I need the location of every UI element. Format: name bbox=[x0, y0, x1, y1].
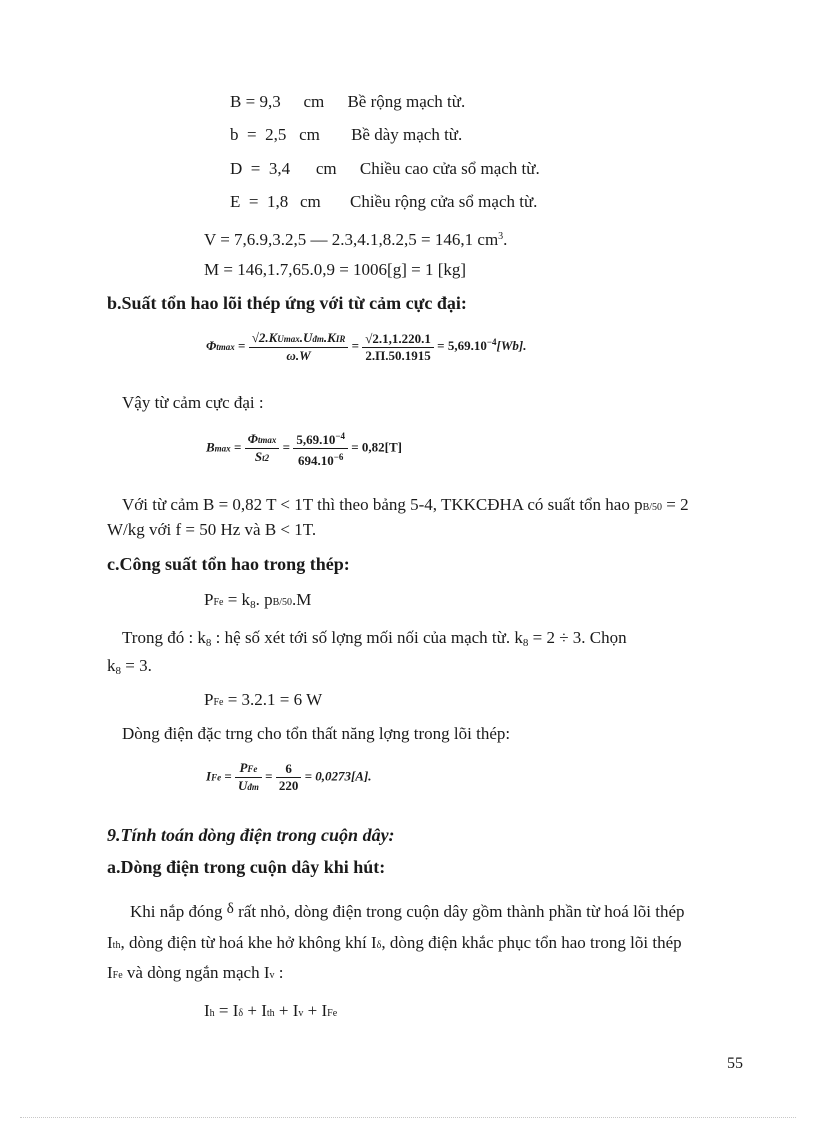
power-loss-result: PFe = 3.2.1 = 6 W bbox=[204, 690, 323, 709]
dim-line-D: D = 3,4 cm Chiều cao cửa sổ mạch từ. bbox=[230, 159, 540, 178]
section-9-heading: 9.Tính toán dòng điện trong cuộn dây: bbox=[107, 825, 395, 845]
loss-paragraph-2: W/kg với f = 50 Hz và B < 1T. bbox=[107, 520, 317, 539]
loss-paragraph-1: Với từ cảm B = 0,82 T < 1T thì theo bảng 5-4, TKKCĐHA có suất tổn hao pB/50 = 2 bbox=[122, 495, 689, 514]
power-loss-formula: PFe = $k_8$. pB/50.M bbox=[204, 590, 312, 611]
volume-formula: V = 7,6.9,3.2,5 — 2.3,4.1,8.2,5 = 146,1 $cm^3$. bbox=[204, 230, 508, 249]
flux-equation: Φtmax = $\frac{\text{√2.KUmax.Uđm.KIR}}{\omega.W}$ = $\frac{√2.1,1.220.1}{2.П.50.1915}$ = $5,69.10^{-4}[Wb]$. bbox=[206, 330, 527, 363]
dim-line-b: b = 2,5 cm Bề dày mạch từ. bbox=[230, 125, 463, 144]
iron-current-equation: IFe = $\frac{\text{PFe}}{\text{Uđm}}$ = $\frac{6}{220}$ = 0,0273[A]. bbox=[206, 760, 372, 793]
section-c-heading: c.Công suất tổn hao trong thép: bbox=[107, 554, 350, 574]
page-number: 55 bbox=[727, 1055, 743, 1072]
dim-line-B: B = 9,3 cm Bề rộng mạch từ. bbox=[230, 92, 466, 111]
section-b-heading: b.Suất tổn hao lõi thép ứng với từ cảm cực đại: bbox=[107, 293, 467, 313]
induction-equation: Bmax = $\frac{\Phi tmax}{St2}$ = $\frac{5,69.10^{-4}}{694.10^{-6}}$ = 0,82[T] bbox=[206, 428, 402, 469]
current-loss-paragraph: Dòng điện đặc trng cho tổn thất năng lợng trong lõi thép: bbox=[122, 724, 511, 743]
total-current-formula: Ih = Iδ + Ith + Iv + IFe bbox=[204, 1001, 338, 1020]
coil-current-paragraph-2: Ith, dòng điện từ hoá khe hở không khí Iδ, dòng điện khắc phục tổn hao trong lõi thép bbox=[107, 933, 682, 952]
section-9a-heading: a.Dòng điện trong cuộn dây khi hút: bbox=[107, 857, 386, 877]
coefficient-paragraph-2: $k_8 = 3$. bbox=[107, 656, 152, 677]
coil-current-paragraph-1: Khi nắp đóng δ rất nhỏ, dòng điện trong cuộn dây gồm thành phần từ hoá lõi thép bbox=[130, 901, 685, 921]
footer-divider bbox=[20, 1117, 796, 1118]
mass-formula: M = 146,1.7,65.0,9 = 1006[g] = 1 [kg] bbox=[204, 260, 467, 279]
dim-line-E: E = 1,8 cm Chiều rộng cửa sổ mạch từ. bbox=[230, 192, 538, 211]
coefficient-paragraph-1: Trong đó : $k_8$ : hệ số xét tới số lợng mối nối của mạch từ. $k_8 = 2 \div 3$. Chọn bbox=[122, 628, 627, 649]
max-induction-note: Vậy từ cảm cực đại : bbox=[122, 393, 264, 412]
coil-current-paragraph-3: IFe và dòng ngắn mạch Iv : bbox=[107, 963, 284, 982]
